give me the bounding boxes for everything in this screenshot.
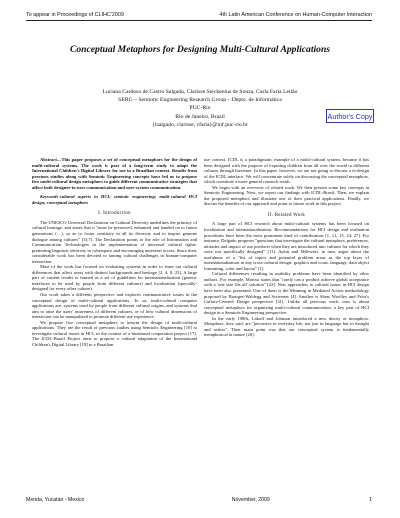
header-rule <box>26 20 372 21</box>
paragraph: We propose five conceptual metaphors to inform the design of multi-cultural applications. They are the result of previous studies using Semiotic Engineering [10] to investigate cultural issues in HCI, in the context of a binational cooperation project [17]. The ICDL-Brazil Project aims to propose a cultural adaptation of the International Children's Digital Library [18] to a Brazilian <box>32 319 197 347</box>
section-heading-introduction: I. Introduction <box>98 211 131 217</box>
authors-copy-stamp: Author's Copy <box>326 109 374 123</box>
abstract: Abstract—This paper proposes a set of conceptual metaphors for the design of multi-cultural systems. The work is part of a long-term study to adapt the International Children's Digital Library for use in a Brazilian context. Results from previous studies along with Semiotic Engineering concepts have led us to propose five multi-cultural design metaphors to guide different communicative strategies that affect both designer-to-user communication and user-system communication. <box>32 157 197 190</box>
paragraph: A large part of HCI research about multi-cultural systems has been focused on localization and internationalization. Recommendations for HCI design and evaluation procedures have been the most prominent kind of contributions [1, 11, 15, 24, 27]. For instance, Delgado proposes "questions that investigate the cultural metaphors, preferences, attitudes and impact of our products when they are introduced into cultures for which they were not specifically designed" [11]. Aykin and Milewski, in turn, argue about the usefulness of a "list of topics and potential problem areas as the top layer of internationalization in any cross-cultural design: graphics and icons, language, data object formatting, color and layout" [1]. <box>204 221 369 271</box>
paper-title: Conceptual Metaphors for Designing Multi-Cultural Applications <box>69 44 331 55</box>
running-header <box>26 12 372 18</box>
footer-location: Merida, Yucatán - Mexico <box>26 497 85 503</box>
author-names: Luciana Cardoso de Castro Salgado, Clarisse Sieckenius de Souza, Carla Faria Leitão <box>102 89 298 95</box>
paragraph: We begin with an overview of related work. We then present some key concepts in Semiotic Engineering. Next, we report our findings with ICDL-Brasil. Then, we explain the proposed metaphors and illustrate one of their practical applications. Finally, we discuss the benefits of our approach and point to future work in this project. <box>204 184 369 207</box>
author-emails: {lsalgado, clarisse, cfaria}@inf.puc-rio.br <box>152 121 248 128</box>
paragraph: In the early 1980s, Lakoff and Johnson introduced a new theory of metaphors. Metaphors, they said, are "pervasive in everyday life, not just in language but in thought and action". Their main point was that our conceptual system is fundamentally metaphorical in nature [20]. <box>204 315 369 338</box>
author-city: Rio de Janeiro, Brazil <box>175 113 225 120</box>
author-institution: PUC-Rio <box>189 105 211 112</box>
keywords: Keywords-cultural aspects in HCI; semiotic engineering; multi-cultural HCI design; conceptual metaphors <box>32 194 197 205</box>
author-group: SERG – Semiotic Engineering Research Group – Depto. de Informática <box>118 97 282 104</box>
page-number: 1 <box>369 497 372 503</box>
header-left: To appear in Proceedings of CLIHC'2009 <box>26 12 124 18</box>
right-column <box>204 157 369 338</box>
paragraph: Our work takes a different perspective and explores communicative issues in the conceptual design of multi-cultural applications. To us, multi-cultural computer applications are: systems used by people from different cultural origins, and systems that aim to raise the users' awareness of different cultures, or of how cultural dimensions of interaction can be manipulated to promote different use experience. <box>32 292 197 320</box>
paragraph: Cultural differences resulting in usability problems have been identified by other authors. For example, Marcus states that "rarely can a product achieve global acceptance with a 'one size fits all' solution" [22]. New approaches to cultural issues in HCI design have been also presented. One of them is the Meaning in Mediated Action methodology proposed by Bourges-Waldegg and Scrivener [4]. Another is Shen, Woolley and Prior's Culture-Centred Design perspective [31]. Unlike all previous work, ours is about conceptual metaphors for organizing multi-cultural communication, a key part of HCI design in a Semiotic Engineering perspective. <box>204 271 369 316</box>
section-heading-related-work: II. Related Work <box>267 212 306 218</box>
footer-date: November, 2009 <box>231 497 270 503</box>
header-right: 4th Latin American Conference on Human-Computer Interaction <box>219 12 372 18</box>
paragraph: Most of the work has focused on evaluating systems in order to tease out cultural differences that affect users with distinct backgrounds and heritage [2, 4, 8, 25]. A large part of current results is framed as a set of guidelines for internationalization (generic interfaces to be used by people from different cultures) and localization (specially-designed for every other culture). <box>32 264 197 292</box>
left-column <box>32 157 197 348</box>
paragraph: The UNESCO Universal Declaration on Cultural Diversity underlines the primacy of cultural heritage, and states that it "must be preserved, enhanced and handed on to future generations (…), so as to foster creativity in all its diversity and to inspire genuine dialogue among cultures" [3]:7]. The Declaration points to the role of Information and Communication Technologies in the implementation of universal cultural rights: promoting linguistic diversity in cyberspace and encouraging universal access. Since then, considerable work has been devoted to taming cultural challenges in human-computer interaction. <box>32 219 197 264</box>
running-footer <box>26 497 372 503</box>
paragraph: use context. ICDL is a paradigmatic example of a multi-cultural system, because it has been designed with the purpose of exposing children from all over the world to different cultures through literature. In this paper, however, we are not going to discuss a re-design of the ICDL interface. We will concentrate solely on discussing the conceptual metaphors, which constitute a more general research result. <box>204 157 369 185</box>
